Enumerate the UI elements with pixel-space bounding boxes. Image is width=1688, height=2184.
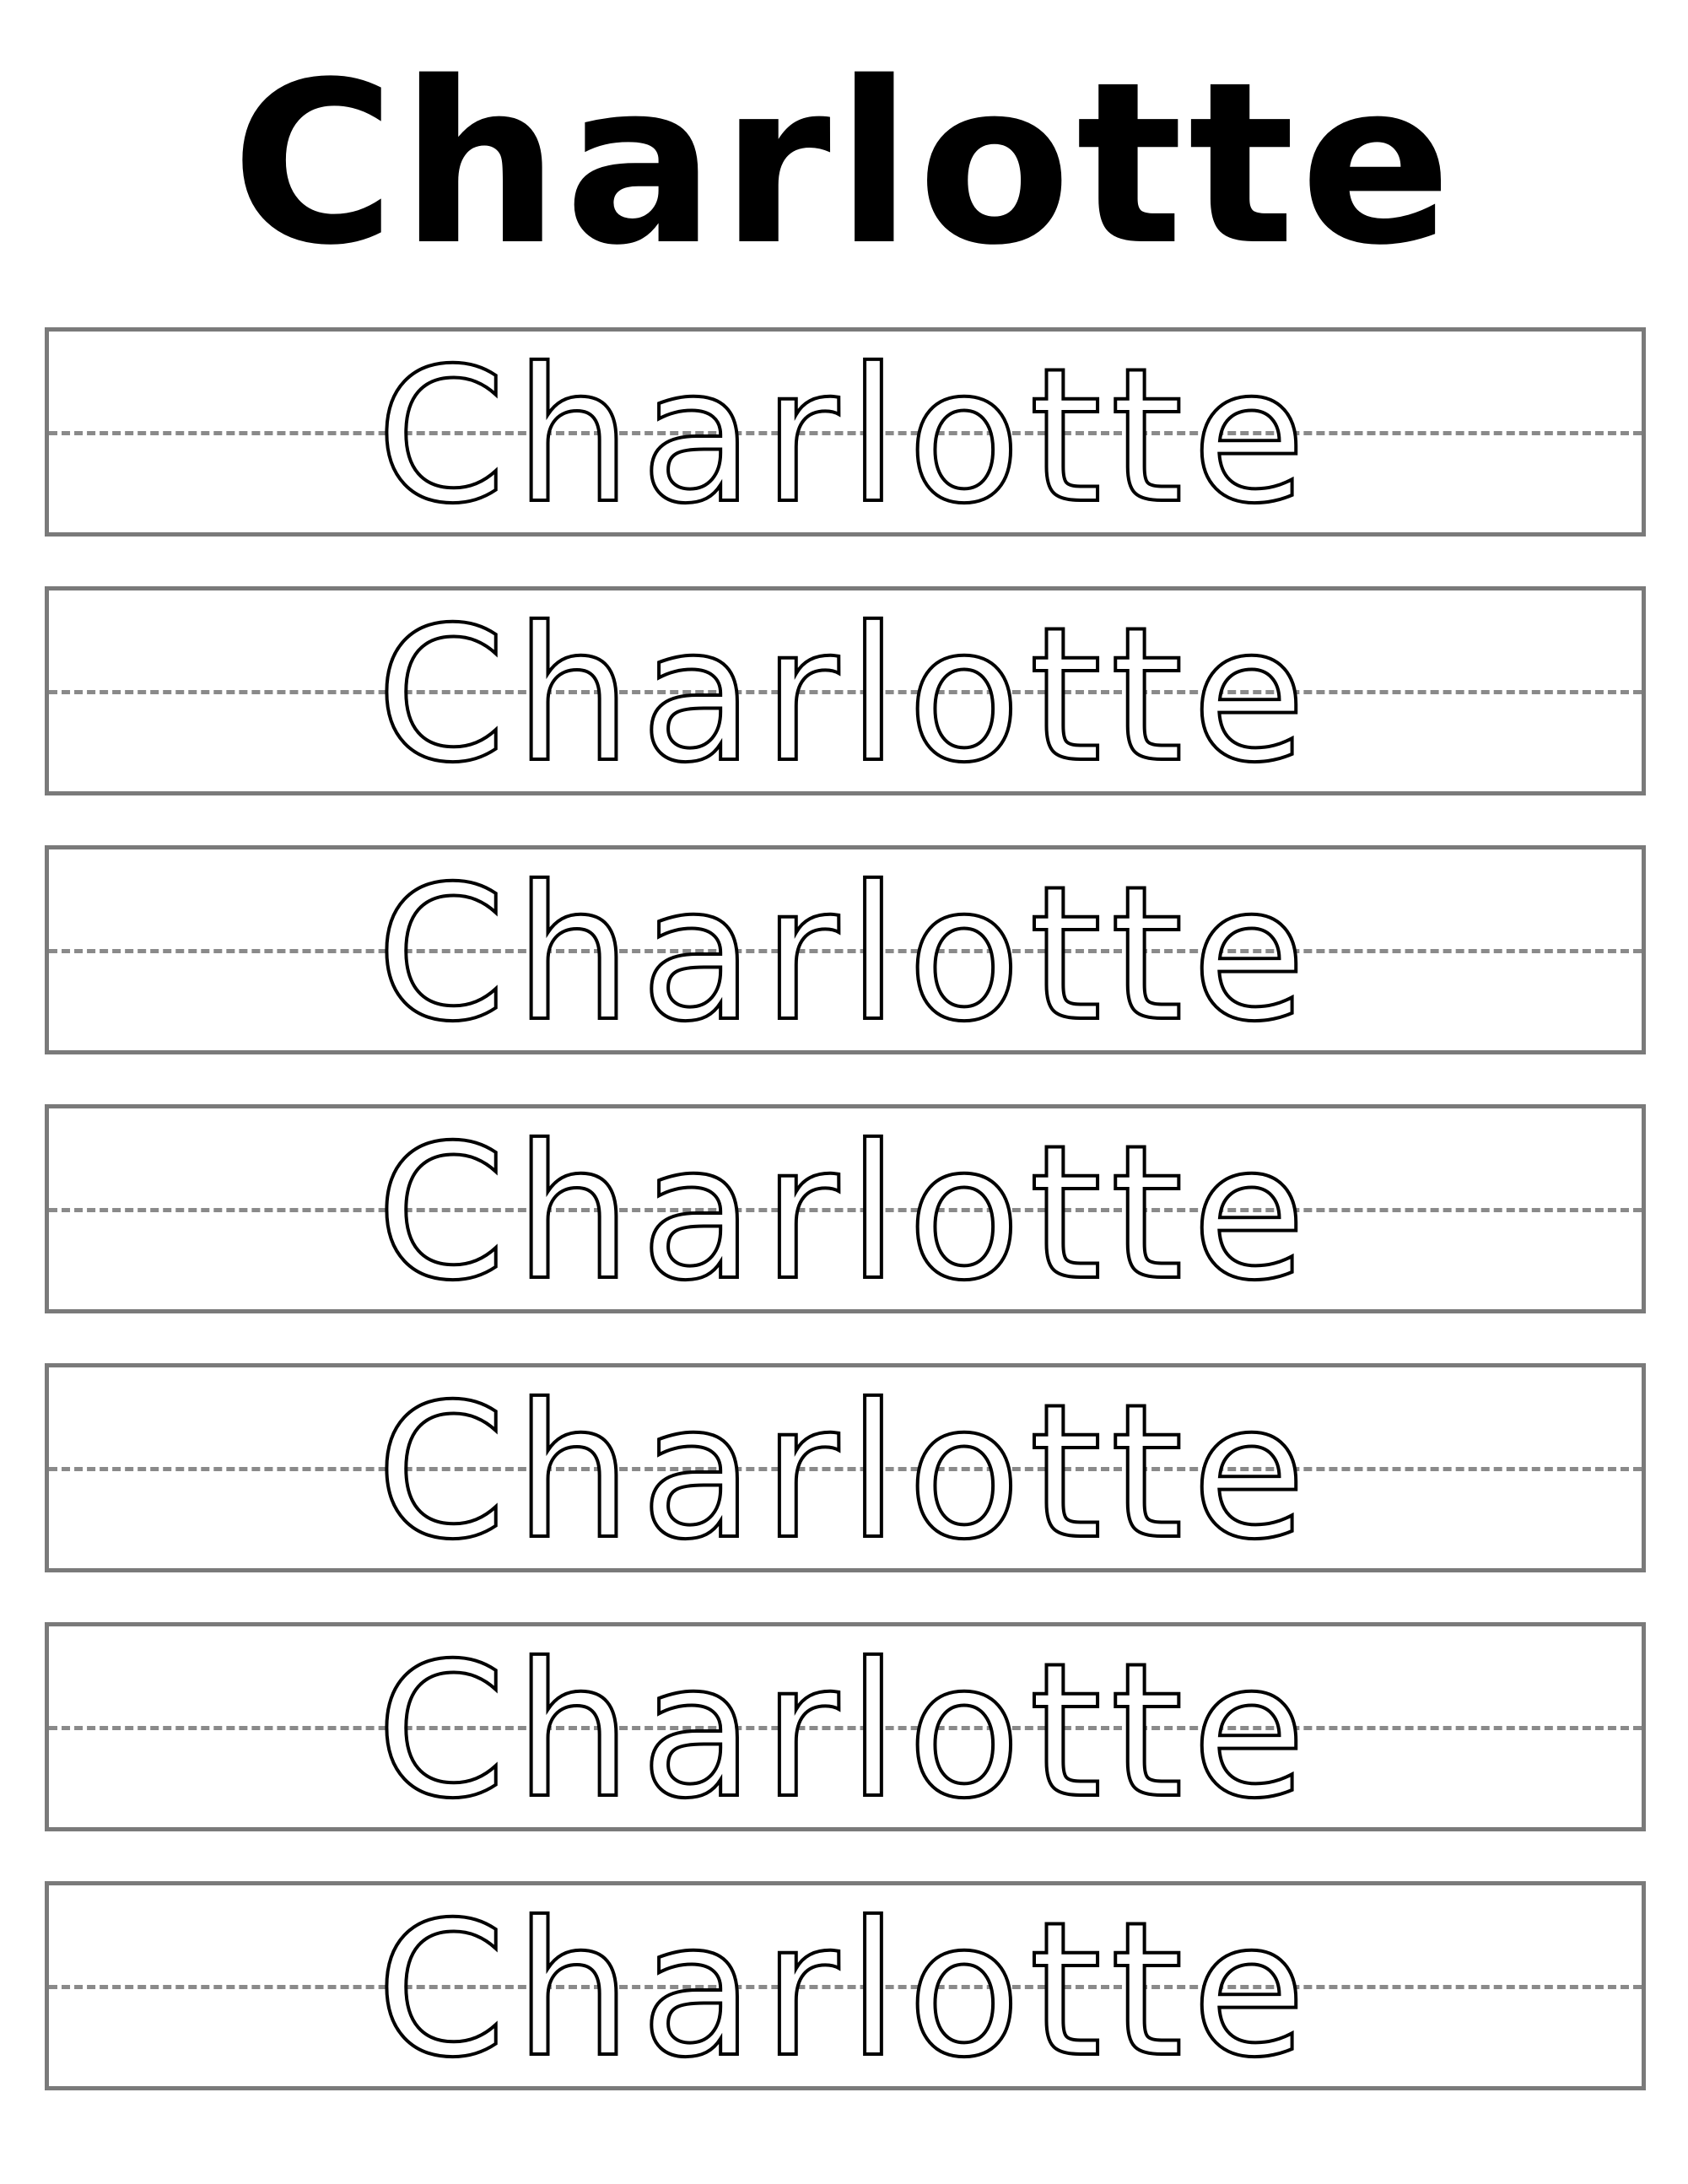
tracing-row <box>45 327 1646 544</box>
tracing-text: Charlotte <box>376 1364 1314 1580</box>
tracing-row <box>45 1363 1646 1580</box>
tracing-row <box>45 1622 1646 1839</box>
tracing-row <box>45 1881 1646 2098</box>
worksheet-title: Charlotte <box>231 35 1457 294</box>
tracing-row <box>45 586 1646 803</box>
tracing-text: Charlotte <box>376 1623 1314 1839</box>
tracing-text: Charlotte <box>376 1105 1314 1321</box>
tracing-text: Charlotte <box>376 1882 1314 2098</box>
tracing-row <box>45 1104 1646 1321</box>
tracing-row <box>45 845 1646 1062</box>
tracing-rows <box>45 327 1646 2140</box>
tracing-text: Charlotte <box>376 846 1314 1062</box>
tracing-text: Charlotte <box>376 328 1314 544</box>
tracing-text: Charlotte <box>376 587 1314 803</box>
